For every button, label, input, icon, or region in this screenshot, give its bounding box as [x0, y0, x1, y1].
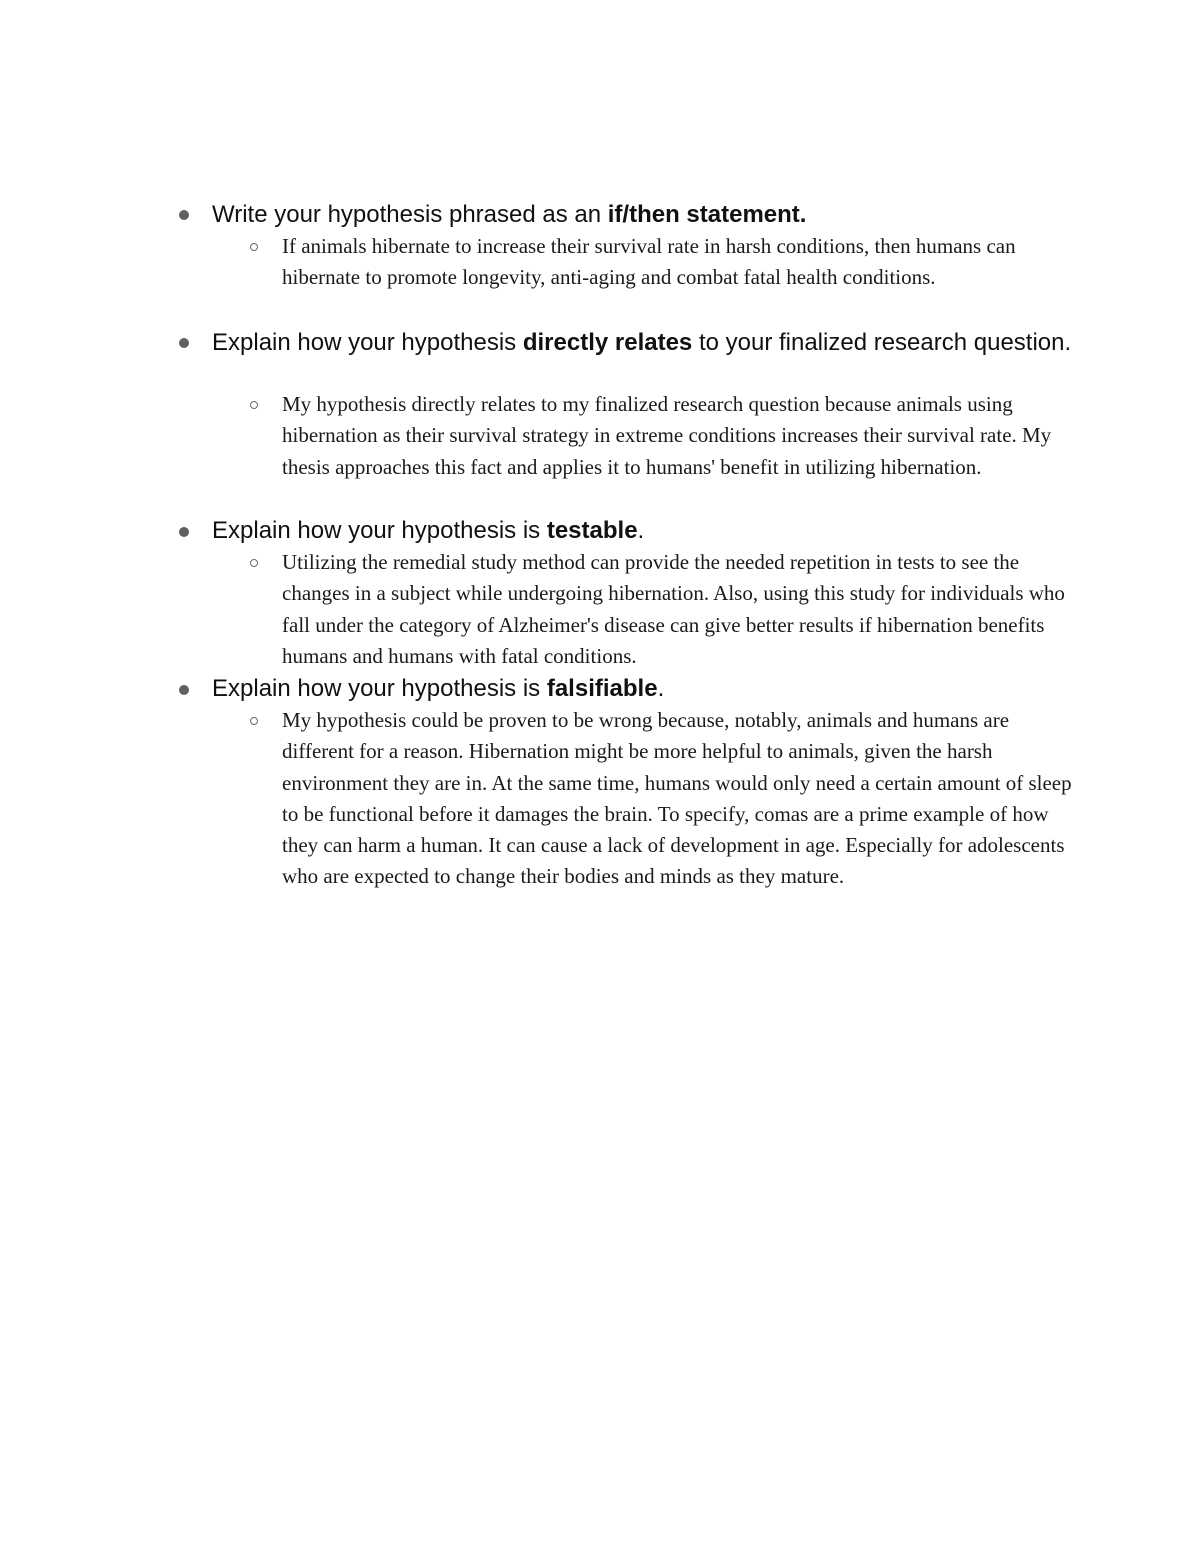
- question-4: [212, 673, 1072, 704]
- question-2-emphasis: directly relates: [522, 329, 693, 356]
- hollow-bullet-icon: [250, 559, 258, 567]
- bullet-icon: [179, 527, 189, 537]
- question-3-emphasis: testable: [546, 517, 638, 544]
- hollow-bullet-icon: [250, 717, 258, 725]
- answer-2: My hypothesis directly relates to my finalized research question because animals using hibernation as their survival strategy in extreme conditions increases their survival rate. My thesis approaches this fact and applies it to humans' benefit in utilizing hibernation.: [282, 392, 1052, 479]
- question-1: [212, 199, 1072, 230]
- question-3: [212, 515, 1072, 546]
- bullet-icon: [179, 210, 189, 220]
- hollow-bullet-icon: [250, 401, 258, 409]
- question-2: [212, 327, 1072, 358]
- question-3-suffix: .: [637, 517, 645, 544]
- question-1-text: Write your hypothesis phrased as an: [212, 201, 608, 228]
- question-4-emphasis: falsifiable: [546, 675, 658, 702]
- hollow-bullet-icon: [250, 243, 258, 251]
- answer-1: If animals hibernate to increase their survival rate in harsh conditions, then humans can hibernate to promote longevity, anti-aging and combat fatal health conditions.: [282, 234, 1016, 290]
- answer-4: My hypothesis could be proven to be wrong because, notably, animals and humans are different for a reason. Hibernation might be more helpful to animals, given the harsh environment they are in. At the same time, humans would only need a certain amount of sleep to be functional before it damages the brain. To specify, comas are a prime example of how they can harm a human. It can cause a lack of development in age. Especially for adolescents who are expected to change their bodies and minds as they mature.: [282, 708, 1072, 889]
- question-2-suffix: to your finalized research question.: [692, 329, 1072, 356]
- question-3-text: Explain how your hypothesis is: [212, 517, 547, 544]
- question-1-emphasis: if/then statement.: [607, 201, 807, 228]
- answer-3: Utilizing the remedial study method can provide the needed repetition in tests to see the changes in a subject while undergoing hibernation. Also, using this study for individuals who fall under the category of Alzheimer's disease can give better results if hibernation benefits humans and humans with fatal conditions.: [282, 550, 1065, 668]
- question-4-text: Explain how your hypothesis is: [212, 675, 547, 702]
- question-2-text: Explain how your hypothesis: [212, 329, 523, 356]
- question-4-suffix: .: [657, 675, 665, 702]
- bullet-icon: [179, 338, 189, 348]
- bullet-icon: [179, 685, 189, 695]
